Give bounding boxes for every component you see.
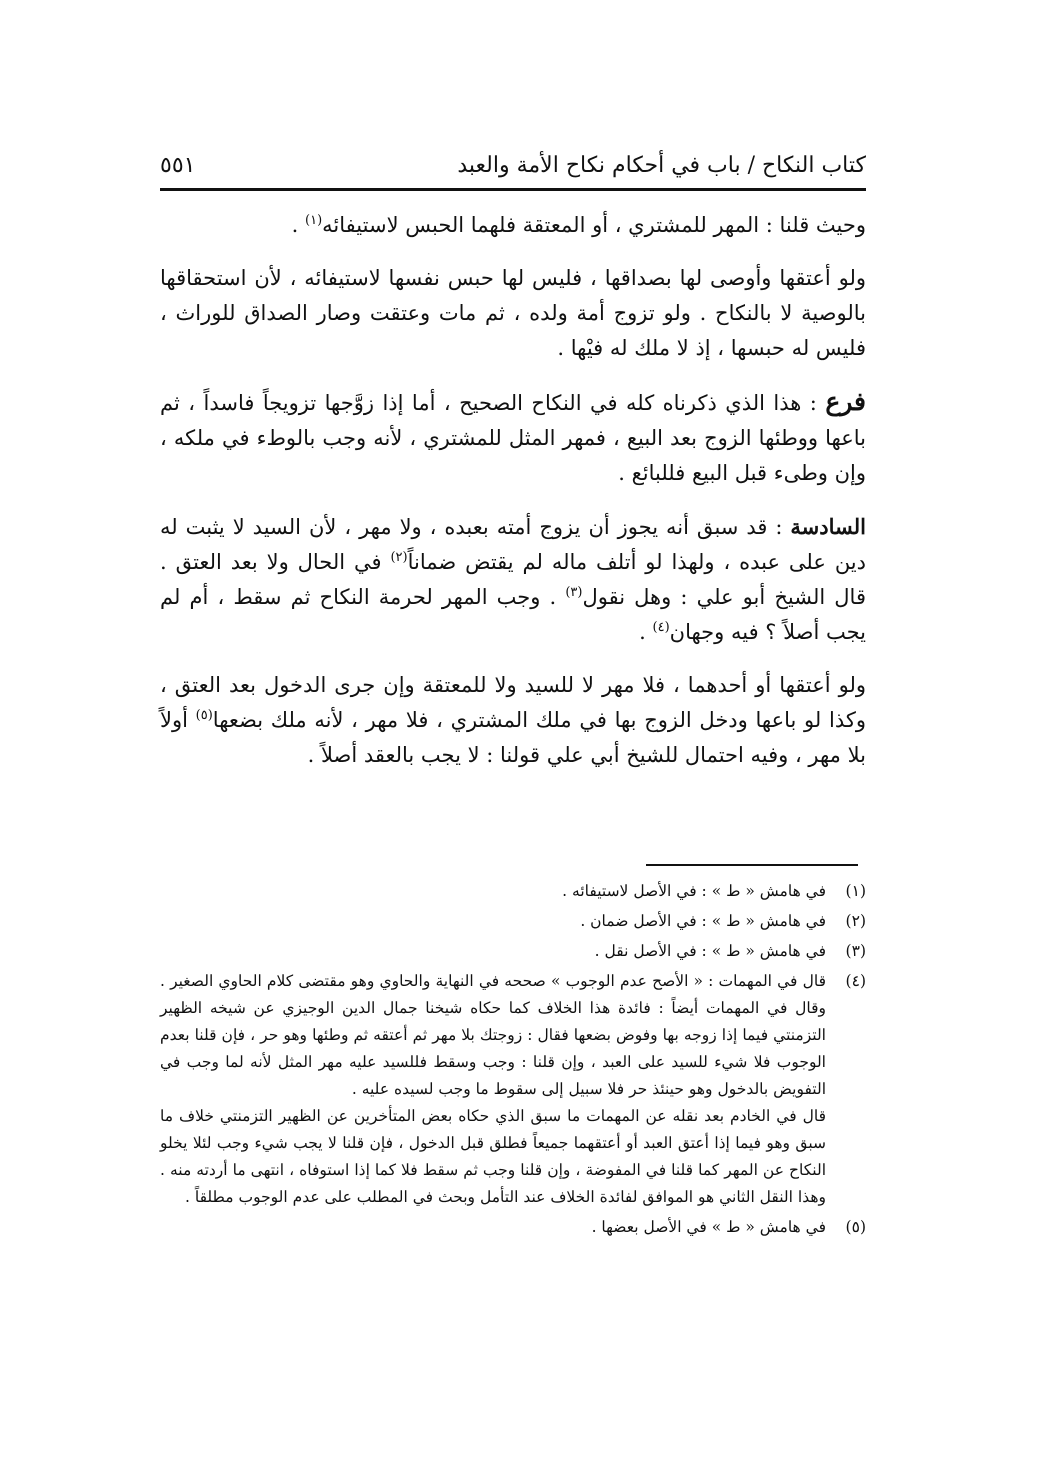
paragraph-text: أولاً بلا مهر ، وفيه احتمال للشيخ أبي علي قولنا : لا يجب بالعقد أصلاً . bbox=[160, 708, 866, 767]
paragraph-3 bbox=[160, 384, 866, 491]
footnote-number: (٥) bbox=[845, 1218, 866, 1236]
paragraph-text: . bbox=[639, 620, 653, 644]
paragraph-text: ولو أعتقها أو أحدهما ، فلا مهر لا للسيد ولا للمعتقة وإن جرى الدخول بعد العتق ، وكذا لو باعها ودخل الزوج بها في ملك المشتري ، فلا مهر ، لأنه ملك بضعها bbox=[160, 673, 866, 732]
paragraph-text: . bbox=[291, 213, 306, 237]
paragraph-2: ولو أعتقها وأوصى لها بصداقها ، فليس لها حبس نفسها لاستيفائه ، لأن استحقاقها بالوصية لا بالنكاح . ولو تزوج أمة ولده ، ثم مات وعتقت وصار الصداق للوراث ، فليس له حبسها ، إذ لا ملك له فيْها . bbox=[160, 266, 866, 360]
footnote-paragraph: في هامش « ط » : في الأصل نقل . bbox=[594, 942, 826, 960]
footnote-paragraph: في هامش « ط » : في الأصل ضمان . bbox=[580, 912, 826, 930]
footnote-2 bbox=[160, 908, 866, 935]
footnote-5 bbox=[160, 1214, 866, 1241]
footnote-ref: (٥) bbox=[195, 708, 213, 723]
footnote-ref: (٢) bbox=[390, 550, 408, 565]
footnote-separator bbox=[646, 864, 858, 866]
footnote-number: (٤) bbox=[845, 972, 866, 990]
footnote-text bbox=[160, 968, 826, 1211]
footnote-paragraph: قال في الخادم بعد نقله عن المهمات ما سبق الذي حكاه بعض المتأخرين عن الظهير التزمنتي خلاف ما سبق وهو فيما إذا أعتق العبد أو أعتقهما جميعاً فطلق قبل الدخول ، فإن قلنا لا يجب شيء وجب لئلا يخلو النكاح عن المهر كما قلنا في المفوضة ، وإن قلنا وجب ثم سقط فلا كما إذا استوفاه ، انتهى ما أردته منه . وهذا النقل الثاني هو الموافق لفائدة الخلاف عند التأمل وبحث في المطلب على عدم الوجوب مطلقاً . bbox=[160, 1107, 826, 1206]
main-text bbox=[160, 208, 866, 791]
chapter-title: كتاب النكاح / باب في أحكام نكاح الأمة والعبد bbox=[457, 152, 866, 178]
footnote-text bbox=[160, 938, 826, 965]
page-number: ٥٥١ bbox=[160, 152, 196, 178]
paragraph-5 bbox=[160, 668, 866, 773]
footnote-number: (١) bbox=[845, 882, 866, 900]
footnote-number: (٣) bbox=[845, 942, 866, 960]
footnote-1 bbox=[160, 878, 866, 905]
footnote-paragraph: في هامش « ط » : في الأصل لاستيفائه . bbox=[562, 882, 826, 900]
paragraph-text: في الحال ولا بعد العتق . قال الشيخ أبو علي : وهل نقول bbox=[160, 550, 866, 609]
footnote-4 bbox=[160, 968, 866, 1211]
footnote-paragraph: في هامش « ط » في الأصل بعضها . bbox=[591, 1218, 826, 1236]
footnote-3 bbox=[160, 938, 866, 965]
footnotes bbox=[160, 878, 866, 1244]
footnote-ref: (١) bbox=[305, 213, 323, 228]
section-label: السادسة bbox=[790, 514, 866, 539]
footnote-ref: (٤) bbox=[652, 620, 670, 635]
paragraph-1 bbox=[160, 208, 866, 243]
footnote-text bbox=[160, 878, 826, 905]
footnote-paragraph: قال في المهمات : « الأصح عدم الوجوب » صححه في النهاية والحاوي وهو مقتضى كلام الحاوي الصغير . وقال في المهمات أيضاً : فائدة هذا الخلاف كما حكاه شيخنا جمال الدين الوجيزي عن شيخه الظهير التزمنتي فيما إذا زوجه بها وفوض بضعها فقال : زوجتك بلا مهر ثم أعتقه ثم وطئها وهو حر ، فإن قلنا بعدم الوجوب فلا شيء للسيد على العبد ، وإن قلنا : وجب وسقط فللسيد عليه مهر المثل لأنه لما وجب في التفويض بالدخول وهو حينئذ حر فلا سبيل إلى سقوط ما وجب لسيده عليه . bbox=[160, 972, 826, 1098]
footnote-ref: (٣) bbox=[565, 585, 583, 600]
paragraph-4 bbox=[160, 509, 866, 650]
paragraph-text: : هذا الذي ذكرناه كله في النكاح الصحيح ، أما إذا زوَّجها تزويجاً فاسداً ، ثم باعها ووطئها الزوج بعد البيع ، فمهر المثل للمشتري ، لأنه وجب بالوطء في ملكه ، وإن وطىء قبل البيع فللبائع . bbox=[160, 391, 866, 485]
paragraph-text: . وجب المهر لحرمة النكاح ثم سقط ، أم لم يجب أصلاً ؟ فيه وجهان bbox=[160, 585, 866, 644]
header-rule bbox=[160, 188, 866, 191]
paragraph-text: : قد سبق أنه يجوز أن يزوج أمته بعبده ، ولا مهر ، لأن السيد لا يثبت له دين على عبده ، ولهذا لو أتلف ماله لم يقتض ضماناً bbox=[160, 515, 867, 574]
running-header bbox=[160, 148, 866, 182]
branch-label: فرع bbox=[825, 387, 866, 416]
footnote-text bbox=[160, 1214, 826, 1241]
footnote-number: (٢) bbox=[845, 912, 866, 930]
footnote-text bbox=[160, 908, 826, 935]
paragraph-text: وحيث قلنا : المهر للمشتري ، أو المعتقة فلهما الحبس لاستيفائه bbox=[322, 213, 866, 237]
